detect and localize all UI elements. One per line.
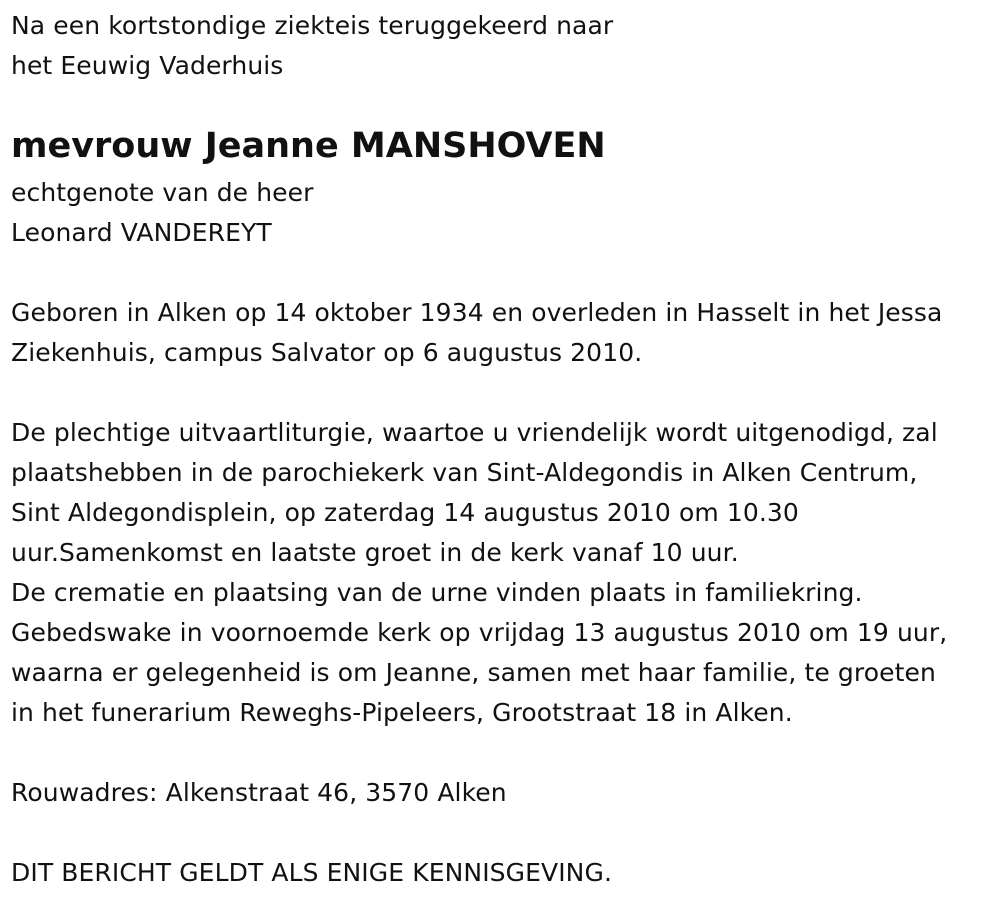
spacer [11, 253, 996, 293]
spacer [11, 813, 996, 853]
funeral-paragraph [11, 413, 996, 733]
paragraph-line: plaatshebben in de parochiekerk van Sint-Aldegondis in Alken Centrum, [11, 458, 918, 487]
spacer [11, 373, 996, 413]
intro-text [11, 6, 996, 86]
paragraph-line: uur.Samenkomst en laatste groet in de kerk vanaf 10 uur. [11, 538, 739, 567]
paragraph-line: in het funerarium Reweghs-Pipeleers, Grootstraat 18 in Alken. [11, 698, 793, 727]
paragraph-line: Geboren in Alken op 14 oktober 1934 en overleden in Hasselt in het Jessa [11, 298, 943, 327]
paragraph-line: Sint Aldegondisplein, op zaterdag 14 augustus 2010 om 10.30 [11, 498, 799, 527]
spouse-name: Leonard VANDEREYT [11, 218, 272, 247]
paragraph-line: Gebedswake in voornoemde kerk op vrijdag 13 augustus 2010 om 19 uur, [11, 618, 948, 647]
deceased-name: mevrouw Jeanne MANSHOVEN [11, 126, 606, 166]
intro-line: Na een kortstondige ziekteis teruggekeerd naar [11, 11, 614, 40]
relation-line: echtgenote van de heer [11, 178, 314, 207]
obituary-notice [11, 6, 996, 893]
paragraph-line: waarna er gelegenheid is om Jeanne, samen met haar familie, te groeten [11, 658, 936, 687]
paragraph-line: De crematie en plaatsing van de urne vinden plaats in familiekring. [11, 578, 863, 607]
paragraph-line: Ziekenhuis, campus Salvator op 6 augustus 2010. [11, 338, 643, 367]
mourning-address: Rouwadres: Alkenstraat 46, 3570 Alken [11, 778, 507, 807]
relation-text [11, 173, 996, 253]
birth-death-paragraph [11, 293, 996, 373]
intro-line: het Eeuwig Vaderhuis [11, 51, 284, 80]
notice-statement: DIT BERICHT GELDT ALS ENIGE KENNISGEVING. [11, 858, 612, 887]
spacer [11, 733, 996, 773]
paragraph-line: De plechtige uitvaartliturgie, waartoe u vriendelijk wordt uitgenodigd, zal [11, 418, 938, 447]
